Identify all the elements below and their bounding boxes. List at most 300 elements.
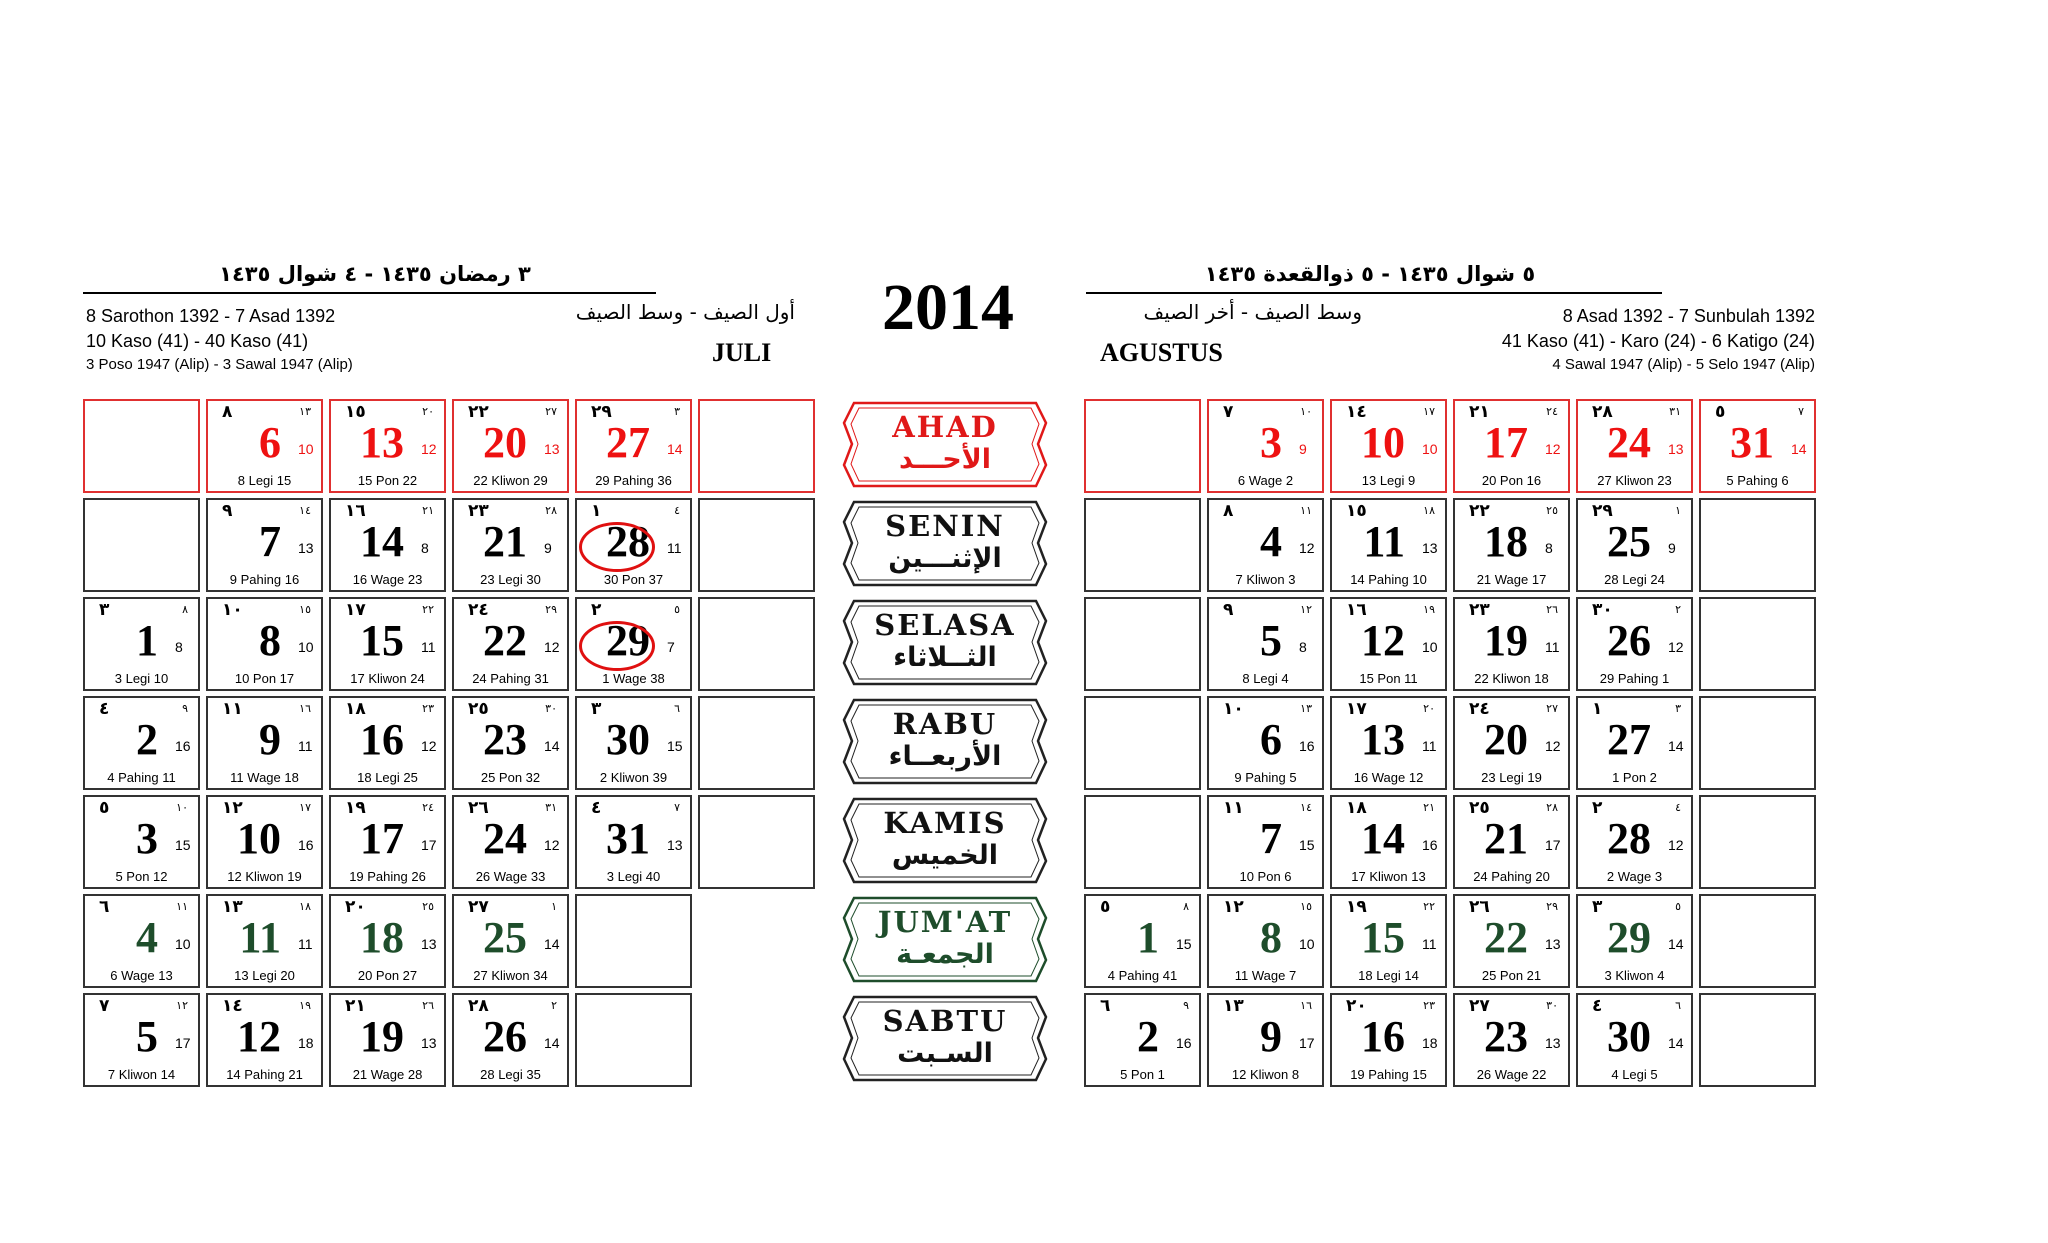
day-cell: [1330, 597, 1447, 691]
javanese-day-number: 17: [1545, 837, 1561, 853]
august-hijri-range: ٥ شوال ١٤٣٥ - ٥ ذوالقعدة ١٤٣٥: [1204, 262, 1536, 286]
javanese-day-number: 9: [1299, 441, 1307, 457]
empty-day-cell: [1084, 498, 1201, 592]
gregorian-day: 6: [259, 418, 281, 467]
hijri-day-secondary: ٢٦: [422, 999, 434, 1012]
hijri-day-secondary: ١٥: [299, 603, 311, 616]
empty-day-cell: [1084, 795, 1201, 889]
pasaran-label: 13 Legi 9: [1361, 473, 1416, 488]
day-cell: [1453, 597, 1570, 691]
gregorian-day: 12: [1361, 616, 1405, 665]
hijri-day-secondary: ١١: [1300, 504, 1312, 517]
august-info-3: 4 Sawal 1947 (Alip) - 5 Selo 1947 (Alip): [1552, 356, 1815, 373]
hijri-day: ٢٠: [345, 897, 366, 917]
hijri-day-secondary: ٢٨: [1546, 801, 1558, 814]
hijri-day-secondary: ٧: [1798, 405, 1804, 418]
hijri-day-secondary: ١٠: [176, 801, 188, 814]
javanese-day-number: 16: [1422, 837, 1438, 853]
gregorian-day: 29: [606, 616, 650, 665]
hijri-day-secondary: ٢٤: [422, 801, 434, 814]
pasaran-label: 14 Pahing 10: [1350, 572, 1427, 587]
javanese-day-number: 11: [298, 936, 313, 952]
javanese-day-number: 10: [175, 936, 191, 952]
day-cell: [329, 597, 446, 691]
pasaran-label: 30 Pon 37: [603, 572, 664, 587]
hijri-day: ١٦: [345, 501, 366, 521]
javanese-day-number: 12: [1545, 441, 1561, 457]
day-cell: [1453, 399, 1570, 493]
pasaran-label: 24 Pahing 31: [472, 671, 549, 686]
pasaran-label: 20 Pon 27: [357, 968, 418, 983]
pasaran-label: 8 Legi 4: [1242, 671, 1289, 686]
day-cell: [1207, 399, 1324, 493]
hijri-day: ٢٦: [468, 798, 489, 818]
gregorian-day: 10: [237, 814, 281, 863]
gregorian-day: 9: [259, 715, 281, 764]
day-cell: [452, 498, 569, 592]
day-cell: [1453, 993, 1570, 1087]
javanese-day-number: 15: [1299, 837, 1315, 853]
weekday-badge: [840, 696, 1050, 787]
gregorian-day: 23: [483, 715, 527, 764]
hijri-day-secondary: ٦: [1675, 999, 1681, 1012]
hijri-day: ٩: [222, 501, 233, 521]
pasaran-label: 4 Pahing 41: [1107, 968, 1178, 983]
hijri-day-secondary: ١١: [176, 900, 188, 913]
pasaran-label: 19 Pahing 15: [1350, 1067, 1427, 1082]
empty-day-cell: [698, 696, 815, 790]
empty-day-cell: [698, 399, 815, 493]
javanese-day-number: 14: [1791, 441, 1807, 457]
hijri-day-secondary: ٢٣: [422, 702, 434, 715]
pasaran-label: 22 Kliwon 18: [1474, 671, 1549, 686]
gregorian-day: 7: [259, 517, 281, 566]
hijri-day-secondary: ٢٠: [422, 405, 434, 418]
gregorian-day: 12: [237, 1012, 281, 1061]
javanese-day-number: 8: [1545, 540, 1553, 556]
gregorian-day: 18: [1484, 517, 1528, 566]
hijri-day: ٤: [591, 798, 602, 818]
hijri-day-secondary: ٨: [182, 603, 188, 616]
hijri-day: ١٤: [1346, 402, 1367, 422]
hijri-day: ٢٥: [1469, 798, 1490, 818]
pasaran-label: 7 Kliwon 14: [107, 1067, 176, 1082]
hijri-day-secondary: ١٥: [1300, 900, 1312, 913]
day-cell: [452, 894, 569, 988]
day-cell: [575, 597, 692, 691]
pasaran-label: 20 Pon 16: [1481, 473, 1542, 488]
hijri-day: ١٩: [345, 798, 366, 818]
empty-day-cell: [1699, 498, 1816, 592]
hijri-day-secondary: ٩: [182, 702, 188, 715]
gregorian-day: 27: [606, 418, 650, 467]
empty-day-cell: [1084, 696, 1201, 790]
hijri-day-secondary: ١٠: [1300, 405, 1312, 418]
javanese-day-number: 11: [1422, 738, 1437, 754]
hijri-day: ٤: [1592, 996, 1603, 1016]
pasaran-label: 16 Wage 12: [1353, 770, 1424, 785]
pasaran-label: 26 Wage 33: [475, 869, 546, 884]
hijri-day-secondary: ١٣: [1300, 702, 1312, 715]
javanese-day-number: 12: [421, 738, 437, 754]
empty-day-cell: [1699, 993, 1816, 1087]
pasaran-label: 11 Wage 7: [1234, 968, 1297, 983]
gregorian-day: 15: [1361, 913, 1405, 962]
javanese-day-number: 15: [175, 837, 191, 853]
august-month-name: AGUSTUS: [1100, 338, 1223, 367]
pasaran-label: 22 Kliwon 29: [473, 473, 548, 488]
hijri-day: ١: [591, 501, 602, 521]
gregorian-day: 21: [1484, 814, 1528, 863]
day-cell: [452, 696, 569, 790]
july-info-2: 10 Kaso (41) - 40 Kaso (41): [86, 331, 309, 351]
hijri-day-secondary: ٧: [674, 801, 680, 814]
hijri-day-secondary: ٣٠: [1546, 999, 1558, 1012]
gregorian-day: 2: [136, 715, 158, 764]
hijri-day-secondary: ١٢: [1300, 603, 1312, 616]
day-cell: [329, 894, 446, 988]
hijri-day-secondary: ٣: [1675, 702, 1681, 715]
gregorian-day: 13: [360, 418, 404, 467]
hijri-day: ١٤: [222, 996, 243, 1016]
javanese-day-number: 8: [1299, 639, 1307, 655]
day-cell: [1330, 498, 1447, 592]
pasaran-label: 2 Kliwon 39: [599, 770, 668, 785]
hijri-day: ١٠: [222, 600, 243, 620]
day-cell: [1084, 894, 1201, 988]
weekday-badge: [840, 597, 1050, 688]
hijri-day: ٢٩: [591, 402, 612, 422]
javanese-day-number: 15: [1176, 936, 1192, 952]
gregorian-day: 22: [1484, 913, 1528, 962]
hijri-day-secondary: ٢١: [1423, 801, 1435, 814]
hijri-day: ٢٦: [1469, 897, 1490, 917]
pasaran-label: 3 Kliwon 4: [1604, 968, 1665, 983]
day-cell: [575, 696, 692, 790]
day-cell: [329, 993, 446, 1087]
empty-day-cell: [1084, 597, 1201, 691]
gregorian-day: 16: [1361, 1012, 1405, 1061]
empty-day-cell: [575, 894, 692, 988]
gregorian-day: 26: [1607, 616, 1651, 665]
javanese-day-number: 8: [421, 540, 429, 556]
hijri-day: ١١: [222, 699, 243, 719]
pasaran-label: 28 Legi 24: [1604, 572, 1665, 587]
hijri-day: ٦: [1100, 996, 1111, 1016]
hijri-day: ١٥: [345, 402, 366, 422]
hijri-day: ١٣: [1223, 996, 1244, 1016]
hijri-day: ٢٢: [1469, 501, 1490, 521]
javanese-day-number: 13: [298, 540, 314, 556]
hijri-day: ٢٣: [468, 501, 489, 521]
gregorian-day: 26: [483, 1012, 527, 1061]
hijri-day-secondary: ١٩: [1423, 603, 1435, 616]
day-cell: [1576, 597, 1693, 691]
gregorian-day: 13: [1361, 715, 1405, 764]
pasaran-label: 17 Kliwon 24: [350, 671, 425, 686]
day-cell: [1576, 993, 1693, 1087]
august-info-1: 8 Asad 1392 - 7 Sunbulah 1392: [1562, 306, 1815, 326]
empty-day-cell: [1084, 399, 1201, 493]
weekday-badge: [840, 399, 1050, 490]
pasaran-label: 14 Pahing 21: [226, 1067, 303, 1082]
gregorian-day: 28: [606, 517, 650, 566]
hijri-day: ٢: [591, 600, 602, 620]
javanese-day-number: 17: [175, 1035, 191, 1051]
hijri-day: ١٨: [1346, 798, 1367, 818]
hijri-day-secondary: ٥: [1675, 900, 1681, 913]
gregorian-day: 10: [1361, 418, 1405, 467]
gregorian-day: 7: [1260, 814, 1282, 863]
day-cell: [329, 498, 446, 592]
hijri-day-secondary: ٢٩: [545, 603, 557, 616]
weekday-latin: SELASA: [874, 608, 1016, 642]
hijri-day: ٢٣: [1469, 600, 1490, 620]
hijri-day: ٢٥: [468, 699, 489, 719]
hijri-day: ٩: [1223, 600, 1234, 620]
empty-day-cell: [1699, 696, 1816, 790]
javanese-day-number: 17: [1299, 1035, 1315, 1051]
javanese-day-number: 13: [1545, 1035, 1561, 1051]
javanese-day-number: 14: [544, 1035, 560, 1051]
gregorian-day: 14: [360, 517, 404, 566]
hijri-day-secondary: ٨: [1183, 900, 1189, 913]
gregorian-day: 18: [360, 913, 404, 962]
day-cell: [206, 399, 323, 493]
pasaran-label: 23 Legi 30: [480, 572, 541, 587]
day-cell: [206, 894, 323, 988]
year-title: 2014: [882, 271, 1014, 344]
gregorian-day: 3: [1260, 418, 1282, 467]
hijri-day-secondary: ٤: [1675, 801, 1681, 814]
javanese-day-number: 14: [544, 936, 560, 952]
weekday-badge: [840, 498, 1050, 589]
day-cell: [1207, 795, 1324, 889]
hijri-day: ٧: [1223, 402, 1234, 422]
pasaran-label: 27 Kliwon 34: [473, 968, 548, 983]
empty-day-cell: [83, 399, 200, 493]
hijri-day-secondary: ١٧: [299, 801, 311, 814]
gregorian-day: 31: [606, 814, 650, 863]
pasaran-label: 11 Wage 18: [230, 770, 299, 785]
pasaran-label: 9 Pahing 5: [1234, 770, 1297, 785]
javanese-day-number: 13: [421, 936, 437, 952]
javanese-day-number: 13: [1545, 936, 1561, 952]
javanese-day-number: 15: [667, 738, 683, 754]
weekday-latin: SABTU: [882, 1004, 1008, 1038]
day-cell: [1330, 399, 1447, 493]
day-cell: [329, 795, 446, 889]
weekday-arabic: الجمعـة: [896, 939, 994, 970]
gregorian-day: 5: [136, 1012, 158, 1061]
empty-day-cell: [698, 597, 815, 691]
weekday-arabic: الإثنـــين: [888, 543, 1002, 574]
weekday-arabic: السـبت: [897, 1038, 993, 1069]
hijri-day-secondary: ١٤: [299, 504, 311, 517]
hijri-day: ٢٧: [1469, 996, 1490, 1016]
hijri-day-secondary: ١٧: [1423, 405, 1435, 418]
weekday-arabic: الخميس: [891, 840, 999, 871]
hijri-day: ٤: [99, 699, 110, 719]
pasaran-label: 27 Kliwon 23: [1597, 473, 1672, 488]
hijri-day-secondary: ١٩: [299, 999, 311, 1012]
weekday-arabic: الأربعــاء: [888, 741, 1002, 772]
day-cell: [1207, 696, 1324, 790]
javanese-day-number: 14: [1668, 1035, 1684, 1051]
hijri-day-secondary: ٢٢: [1423, 900, 1435, 913]
hijri-day: ٥: [99, 798, 110, 818]
day-cell: [1576, 399, 1693, 493]
day-cell: [452, 597, 569, 691]
day-cell: [83, 795, 200, 889]
javanese-day-number: 12: [1668, 837, 1684, 853]
javanese-day-number: 11: [667, 540, 682, 556]
weekday-arabic: الثــلاثاء: [893, 642, 997, 673]
gregorian-day: 14: [1361, 814, 1405, 863]
day-cell: [329, 399, 446, 493]
hijri-day-secondary: ٣٠: [545, 702, 557, 715]
hijri-day: ٢٤: [468, 600, 489, 620]
hijri-day: ٢٧: [468, 897, 489, 917]
weekday-latin: SENIN: [885, 509, 1005, 543]
gregorian-day: 3: [136, 814, 158, 863]
hijri-day: ٢٠: [1346, 996, 1367, 1016]
highlight-circle: [579, 616, 655, 671]
javanese-day-number: 11: [1422, 936, 1437, 952]
hijri-day-secondary: ٢٧: [1546, 702, 1558, 715]
empty-day-cell: [1699, 597, 1816, 691]
hijri-day-secondary: ٢٤: [1546, 405, 1558, 418]
pasaran-label: 10 Pon 6: [1239, 869, 1292, 884]
pasaran-label: 25 Pon 21: [1481, 968, 1542, 983]
hijri-day: ٦: [99, 897, 110, 917]
hijri-day-secondary: ٢: [1675, 603, 1681, 616]
day-cell: [206, 993, 323, 1087]
gregorian-day: 1: [1137, 913, 1159, 962]
hijri-day-secondary: ١٦: [1300, 999, 1312, 1012]
hijri-day-secondary: ٣: [674, 405, 680, 418]
hijri-day: ٧: [99, 996, 110, 1016]
javanese-day-number: 11: [298, 738, 313, 754]
pasaran-label: 24 Pahing 20: [1473, 869, 1550, 884]
javanese-day-number: 14: [544, 738, 560, 754]
weekday-badge: [840, 993, 1050, 1084]
javanese-day-number: 16: [298, 837, 314, 853]
hijri-day-secondary: ٥: [674, 603, 680, 616]
day-cell: [206, 696, 323, 790]
hijri-day: ٣: [1592, 897, 1603, 917]
hijri-day: ٢٤: [1469, 699, 1490, 719]
hijri-day: ١٢: [222, 798, 243, 818]
gregorian-day: 30: [606, 715, 650, 764]
pasaran-label: 2 Wage 3: [1606, 869, 1663, 884]
pasaran-label: 18 Legi 14: [1358, 968, 1419, 983]
blank-slot: [698, 993, 815, 1087]
hijri-day-secondary: ٢١: [422, 504, 434, 517]
hijri-day: ٣٠: [1592, 600, 1613, 620]
pasaran-label: 10 Pon 17: [234, 671, 295, 686]
javanese-day-number: 12: [1668, 639, 1684, 655]
hijri-day-secondary: ٢٩: [1546, 900, 1558, 913]
pasaran-label: 3 Legi 10: [114, 671, 169, 686]
pasaran-label: 15 Pon 22: [357, 473, 418, 488]
javanese-day-number: 18: [298, 1035, 314, 1051]
javanese-day-number: 7: [667, 639, 675, 655]
weekday-badge: [840, 795, 1050, 886]
day-cell: [1207, 993, 1324, 1087]
hijri-day: ٣: [591, 699, 602, 719]
pasaran-label: 12 Kliwon 8: [1231, 1067, 1300, 1082]
javanese-day-number: 10: [298, 441, 314, 457]
javanese-day-number: 9: [1668, 540, 1676, 556]
hijri-day: ٢: [1592, 798, 1603, 818]
weekday-latin: RABU: [892, 707, 998, 741]
hijri-day: ١: [1592, 699, 1603, 719]
hijri-day-secondary: ١٨: [299, 900, 311, 913]
day-cell: [452, 399, 569, 493]
august-calendar-grid: [1084, 399, 1816, 1087]
gregorian-day: 9: [1260, 1012, 1282, 1061]
hijri-day: ١٧: [345, 600, 366, 620]
javanese-day-number: 11: [421, 639, 436, 655]
javanese-day-number: 16: [1176, 1035, 1192, 1051]
javanese-day-number: 18: [1422, 1035, 1438, 1051]
pasaran-label: 23 Legi 19: [1481, 770, 1542, 785]
day-cell: [83, 894, 200, 988]
javanese-day-number: 10: [1422, 639, 1438, 655]
gregorian-day: 25: [1607, 517, 1651, 566]
hijri-day-secondary: ١٦: [299, 702, 311, 715]
pasaran-label: 7 Kliwon 3: [1235, 572, 1296, 587]
august-season: وسط الصيف - أخر الصيف: [1143, 300, 1362, 324]
gregorian-day: 30: [1607, 1012, 1651, 1061]
javanese-day-number: 14: [667, 441, 683, 457]
hijri-day-secondary: ١: [551, 900, 557, 913]
hijri-day-secondary: ٢: [551, 999, 557, 1012]
hijri-day-secondary: ٦: [674, 702, 680, 715]
gregorian-day: 1: [136, 616, 158, 665]
july-info-3: 3 Poso 1947 (Alip) - 3 Sawal 1947 (Alip): [86, 356, 353, 373]
gregorian-day: 8: [1260, 913, 1282, 962]
hijri-day: ١٥: [1346, 501, 1367, 521]
gregorian-day: 2: [1137, 1012, 1159, 1061]
day-cell: [206, 597, 323, 691]
pasaran-label: 25 Pon 32: [480, 770, 541, 785]
hijri-day-secondary: ١٤: [1300, 801, 1312, 814]
gregorian-day: 23: [1484, 1012, 1528, 1061]
hijri-day: ١٠: [1223, 699, 1244, 719]
hijri-day: ٢٢: [468, 402, 489, 422]
hijri-day: ١٨: [345, 699, 366, 719]
javanese-day-number: 12: [1299, 540, 1315, 556]
pasaran-label: 18 Legi 25: [357, 770, 418, 785]
day-cell: [1453, 894, 1570, 988]
javanese-day-number: 14: [1668, 738, 1684, 754]
hijri-day: ٨: [222, 402, 233, 422]
day-cell: [1330, 894, 1447, 988]
pasaran-label: 6 Wage 13: [110, 968, 173, 983]
day-cell: [575, 795, 692, 889]
day-cell: [1330, 696, 1447, 790]
hijri-day-secondary: ١: [1675, 504, 1681, 517]
pasaran-label: 5 Pon 12: [115, 869, 168, 884]
gregorian-day: 20: [1484, 715, 1528, 764]
day-cell: [452, 993, 569, 1087]
pasaran-label: 4 Legi 5: [1611, 1067, 1658, 1082]
august-header-rule: [1086, 292, 1662, 294]
javanese-day-number: 12: [544, 639, 560, 655]
highlight-circle: [579, 517, 655, 572]
